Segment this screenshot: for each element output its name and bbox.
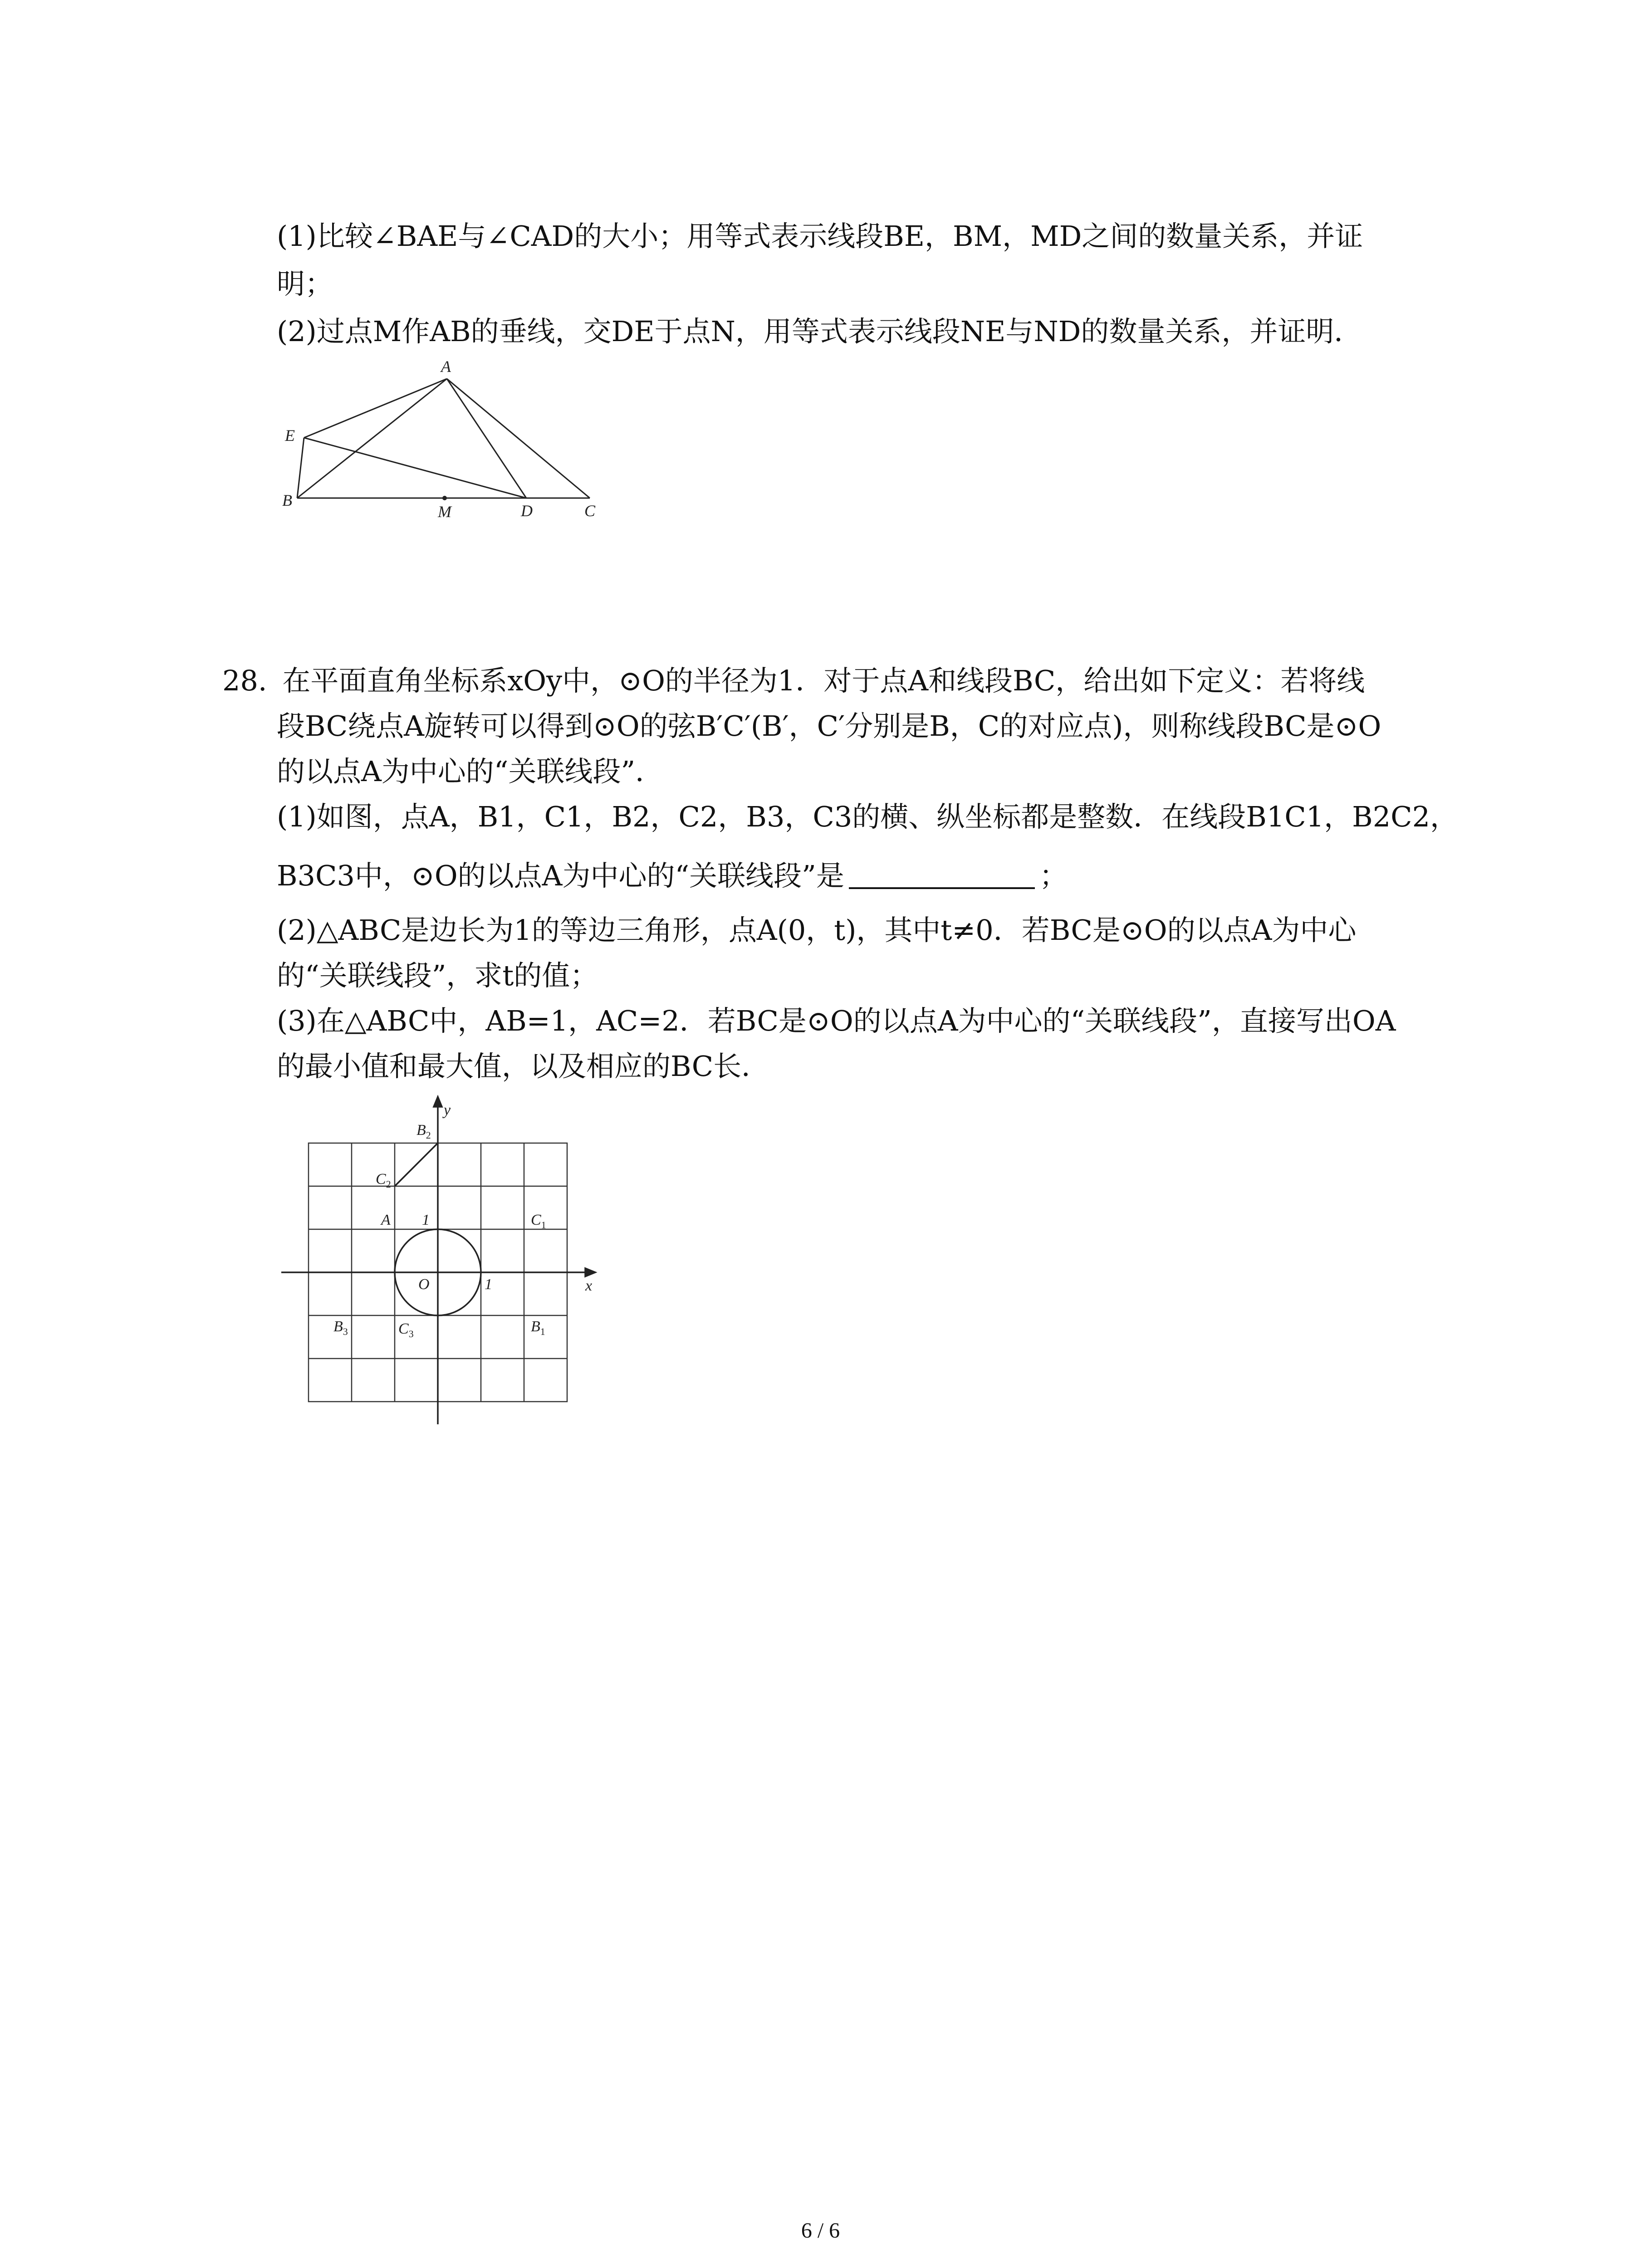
label-e: E: [285, 426, 295, 445]
segment-b2c2: [395, 1143, 438, 1186]
label-y: y: [444, 1102, 451, 1119]
q28-part3-line1: (3)在△ABC中，AB=1，AC=2．若BC是⊙O的以点A为中心的“关联线段”，直接写出OA: [277, 1004, 1396, 1037]
q27-part2: (2)过点M作AB的垂线，交DE于点N，用等式表示线段NE与ND的数量关系，并证明．: [277, 315, 1362, 348]
q28-part1-line2: B3C3中，⊙O的以点A为中心的“关联线段”是 ；: [277, 859, 1068, 892]
q28-part1-line1: (1)如图，点A，B1，C1，B2，C2，B3，C3的横、纵坐标都是整数．在线段B1C1，B2C2，: [277, 800, 1459, 833]
label-b3: $B_3$: [333, 1318, 348, 1337]
q28-stem-line3: 的以点A为中心的“关联线段”．: [277, 755, 664, 788]
page-number: 6 / 6: [801, 2219, 840, 2243]
label-one-x: 1: [485, 1276, 492, 1293]
y-axis-arrow: [434, 1097, 442, 1107]
q27-figure: [272, 354, 635, 526]
q27-part1-line1: (1)比较∠BAE与∠CAD的大小；用等式表示线段BE，BM，MD之间的数量关系，并证: [277, 220, 1363, 253]
label-c3: $C_3$: [398, 1320, 414, 1339]
q28-stem-line2: 段BC绕点A旋转可以得到⊙O的弦B′C′(B′，C′分别是B，C的对应点)，则称线段BC是⊙O: [277, 709, 1381, 743]
label-b1: $B_1$: [531, 1318, 545, 1337]
label-a: A: [441, 357, 451, 376]
q28-stem-line1: 28. 在平面直角坐标系xOy中，⊙O的半径为1．对于点A和线段BC，给出如下定义：若将线: [222, 664, 1365, 697]
point-m: [442, 496, 447, 500]
label-c1: $C_1$: [531, 1212, 546, 1231]
q28-part2-line1: (2)△ABC是边长为1的等边三角形，点A(0，t)，其中t≠0．若BC是⊙O的以点A为中心: [277, 914, 1357, 947]
label-x: x: [585, 1277, 593, 1294]
label-d: D: [521, 502, 533, 520]
q28-part2-line2: 的“关联线段”，求t的值；: [277, 959, 598, 992]
label-c2: $C_2$: [376, 1171, 391, 1190]
label-m: M: [438, 503, 451, 521]
q27-part1-line2: 明；: [277, 267, 333, 300]
x-axis-arrow: [585, 1268, 595, 1276]
q28-part3-line2: 的最小值和最大值，以及相应的BC长．: [277, 1050, 770, 1083]
q28-coordinate-figure: [272, 1089, 608, 1433]
q28-number: 28.: [222, 664, 267, 697]
answer-blank[interactable]: [849, 869, 1035, 889]
label-c: C: [584, 502, 596, 520]
label-b2: $B_2$: [416, 1122, 431, 1141]
label-one-y: 1: [422, 1212, 430, 1228]
label-b: B: [282, 491, 292, 509]
label-a: A: [381, 1212, 391, 1228]
label-o: O: [418, 1276, 430, 1293]
